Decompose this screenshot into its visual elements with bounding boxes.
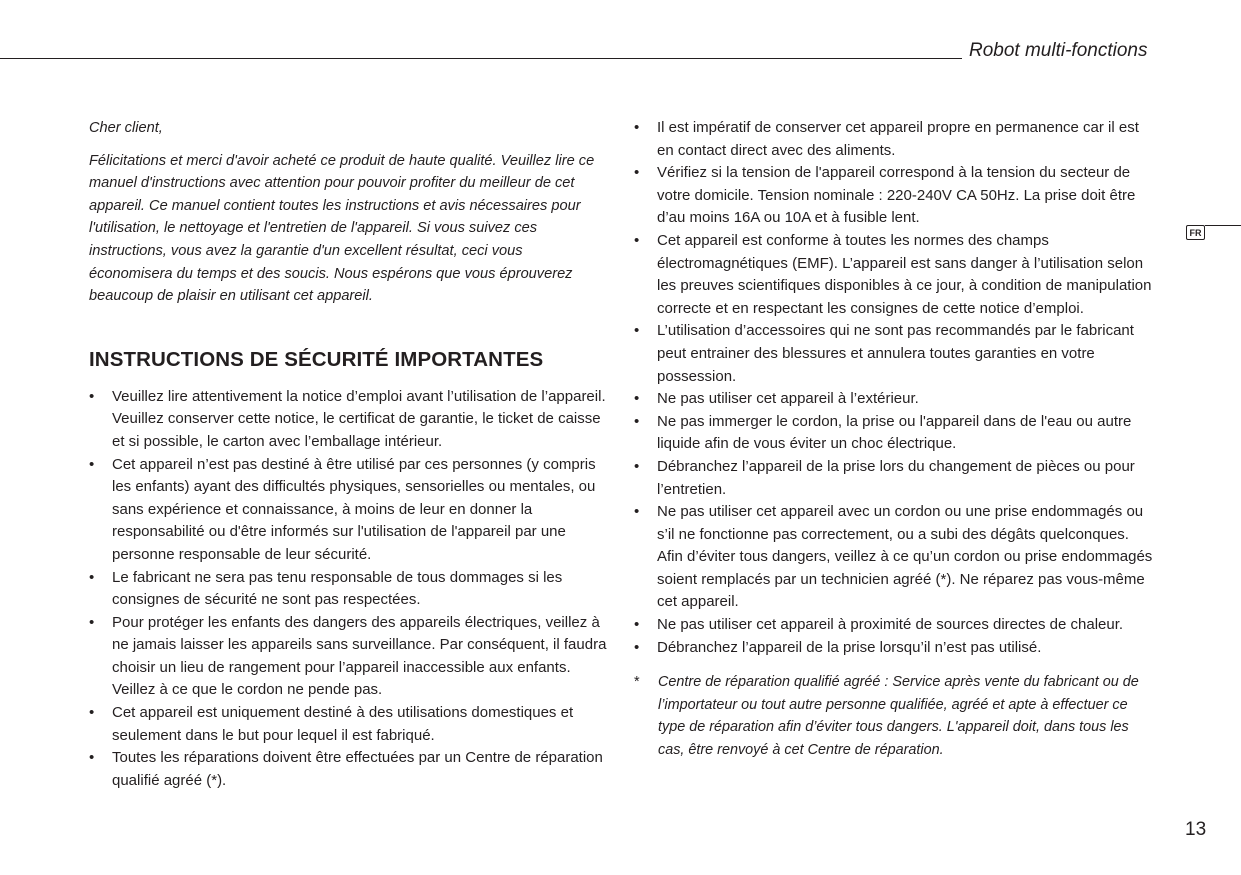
list-item	[89, 567, 607, 612]
list-item	[89, 747, 607, 792]
bullet-icon: •	[634, 412, 640, 430]
list-item	[634, 117, 1154, 162]
list-item	[634, 230, 1154, 320]
greeting: Cher client,	[89, 120, 163, 136]
safety-heading: INSTRUCTIONS DE SÉCURITÉ IMPORTANTES	[89, 347, 544, 371]
list-item-text: L’utilisation d’accessoires qui ne sont pas recommandés par le fabricant peut entrainer des blessures et annulera toutes garanties en votre possession.	[657, 322, 1134, 385]
list-item-text: Cet appareil est uniquement destiné à des utilisations domestiques et seulement dans le but pour lequel il est fabriqué.	[112, 704, 574, 744]
list-item	[634, 501, 1154, 614]
list-item-text: Cet appareil est conforme à toutes les normes des champs électromagnétiques (EMF). L’appareil est sans danger à l’utilisation selon les preuves scientifiques disponibles à ce jour, à condition de manipulation correcte et en respectant les consignes de cette notice d’emploi.	[657, 231, 1152, 317]
list-item	[89, 612, 607, 702]
list-item-text: Débranchez l’appareil de la prise lors du changement de pièces ou pour l’entretien.	[657, 457, 1135, 498]
bullet-icon: •	[89, 749, 95, 767]
right-column	[634, 117, 1154, 762]
list-item	[634, 456, 1154, 501]
bullet-icon: •	[634, 390, 640, 408]
bullet-icon: •	[89, 568, 95, 586]
header-rule	[0, 58, 962, 59]
bullet-icon: •	[634, 616, 640, 634]
bullet-icon: •	[634, 164, 640, 182]
list-item	[634, 411, 1154, 456]
list-item	[89, 386, 607, 454]
bullet-icon: •	[89, 704, 95, 722]
footnote	[634, 671, 1154, 761]
bullet-icon: •	[89, 455, 95, 473]
list-item	[634, 388, 1154, 411]
list-item	[89, 454, 607, 567]
list-item-text: Ne pas immerger le cordon, la prise ou l'appareil dans de l'eau ou autre liquide afin de vous éviter un choc électrique.	[657, 412, 1132, 453]
list-item	[634, 637, 1154, 660]
footnote-marker: *	[634, 674, 640, 691]
bullet-icon: •	[634, 322, 640, 340]
bullet-icon: •	[634, 231, 640, 249]
list-item-text: Le fabricant ne sera pas tenu responsable de tous dommages si les consignes de sécurité ne sont pas respectées.	[112, 568, 563, 609]
list-item-text: Veuillez lire attentivement la notice d’emploi avant l’utilisation de l’appareil. Veuillez conserver cette notice, le certificat de garantie, le ticket de caisse et si possible, le carton avec l’emballage intérieur.	[112, 387, 606, 450]
bullet-icon: •	[634, 119, 640, 136]
footnote-text: Centre de réparation qualifié agréé : Service après vente du fabricant ou de l’importateur ou tout autre personne qualifiée, agréé et apte à effectuer ce type de réparation afin d’éviter tous dangers. L'appareil doit, dans tous les cas, être renvoyé à cet Centre de réparation.	[658, 674, 1139, 759]
list-item-text: Pour protéger les enfants des dangers des appareils électriques, veillez à ne jamais laisser les appareils sans surveillance. Par conséquent, il faudra choisir un lieu de rangement pour l’appareil inaccessible aux enfants. Veillez à ce que le cordon ne pende pas.	[112, 613, 607, 699]
list-item-text: Toutes les réparations doivent être effectuées par un Centre de réparation qualifié agréé (*).	[112, 749, 603, 789]
header-title: Robot multi-fonctions	[969, 40, 1148, 61]
language-tab-line	[1205, 225, 1241, 226]
list-item-text: Ne pas utiliser cet appareil avec un cordon ou une prise endommagés ou s’il ne fonctionne pas correctement, ou a subi des dégâts quelconques. Afin d’éviter tous dangers, veillez à ce qu’un cordon ou prise endommagés soient remplacés par un technicien agréé (*). Ne réparez pas vous-même cet appareil.	[657, 503, 1153, 611]
page-number: 13	[1185, 819, 1207, 840]
bullet-icon: •	[634, 638, 640, 656]
list-item	[634, 320, 1154, 388]
left-column	[89, 117, 607, 792]
list-item-text: Cet appareil n’est pas destiné à être utilisé par ces personnes (y compris les enfants) ayant des difficultés physiques, sensorielles ou mentales, ou sans expérience et connaissance, à moins de leur en donner la responsabilité ou d'être informés sur l'utilisation de l'appareil par une personne responsable de leur sécurité.	[112, 455, 596, 563]
language-tab: FR	[1186, 225, 1205, 240]
bullet-icon: •	[634, 457, 640, 475]
list-item	[634, 614, 1154, 637]
list-item-text: Vérifiez si la tension de l'appareil correspond à la tension du secteur de votre domicile. Tension nominale : 220-240V CA 50Hz. La prise doit être d’au moins 16A ou 10A et à fusible lent.	[657, 164, 1136, 227]
bullet-icon: •	[89, 613, 95, 631]
list-item	[89, 702, 607, 747]
list-item-text: Il est impératif de conserver cet appareil propre en permanence car il est en contact direct avec des aliments.	[657, 119, 1139, 159]
list-item-text: Ne pas utiliser cet appareil à proximité de sources directes de chaleur.	[657, 616, 1124, 634]
safety-list-left	[89, 386, 607, 793]
list-item-text: Débranchez l’appareil de la prise lorsqu’il n’est pas utilisé.	[657, 638, 1042, 656]
bullet-icon: •	[89, 387, 95, 405]
safety-list-right	[634, 117, 1154, 659]
list-item-text: Ne pas utiliser cet appareil à l’extérieur.	[657, 390, 919, 408]
intro-paragraph: Félicitations et merci d'avoir acheté ce produit de haute qualité. Veuillez lire ce manuel d'instructions avec attention pour pouvoir profiter du meilleur de cet appareil. Ce manuel contient toutes les instructions et avis nécessaires pour l'utilisation, le nettoyage et l'entretien de l'appareil. Si vous suivez ces instructions, vous avez la garantie d'un excellent résultat, ceci vous économisera du temps et des soucis. Nous espérons que vous éprouverez beaucoup de plaisir en utilisant cet appareil.	[89, 152, 595, 305]
bullet-icon: •	[634, 503, 640, 521]
list-item	[634, 162, 1154, 230]
